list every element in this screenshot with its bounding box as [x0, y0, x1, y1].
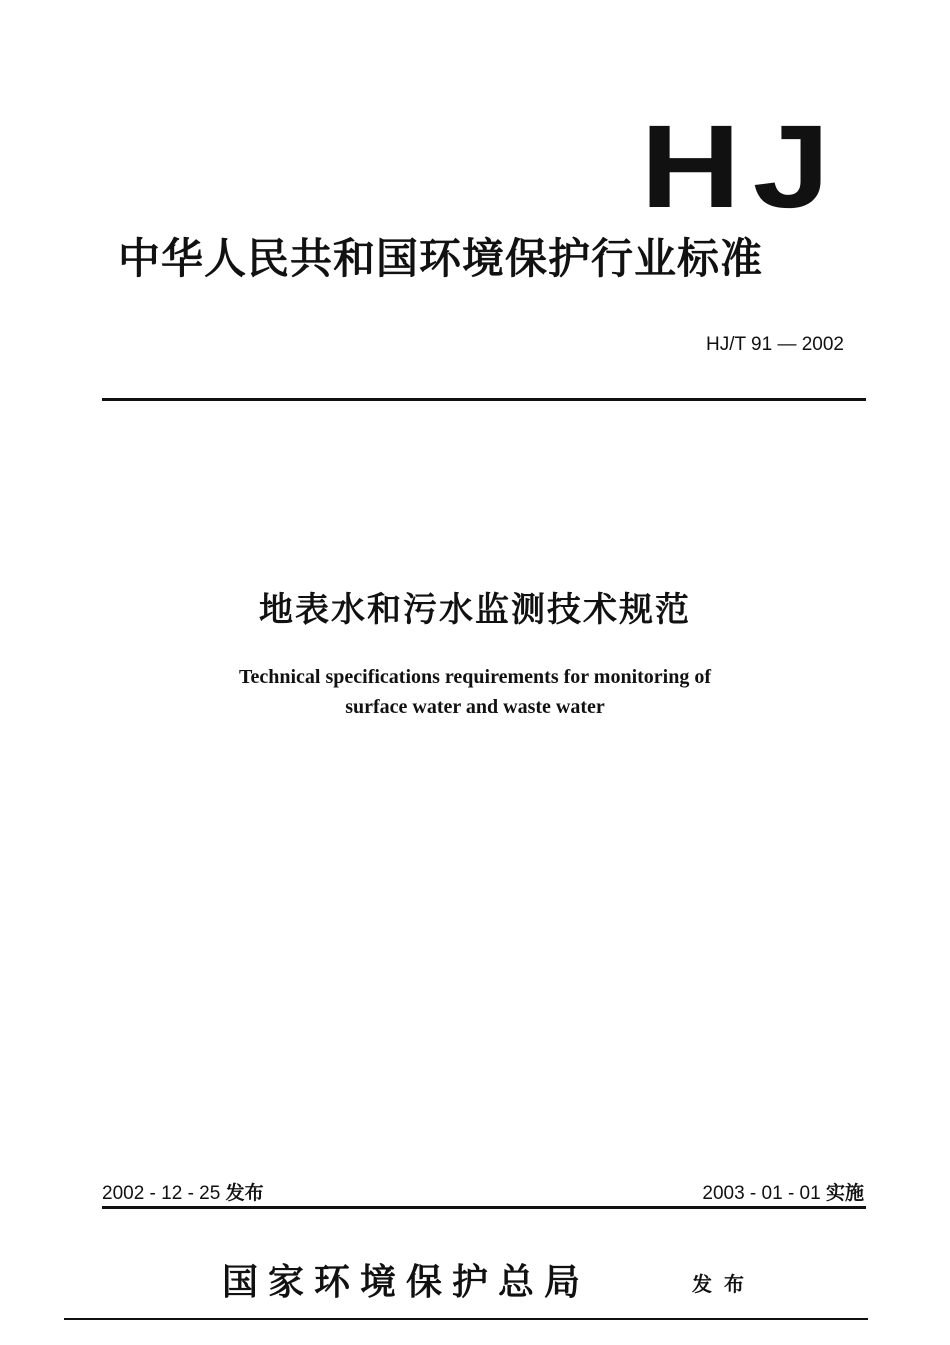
document-title-cn: 地表水和污水监测技术规范 [259, 590, 691, 630]
agency-issue-label: 发布 [692, 1272, 756, 1296]
standard-number: HJ/T 91 — 2002 [705, 334, 844, 355]
document-title-en-line2: surface water and waste water [345, 696, 605, 718]
document-title-en-line1: Technical specifications requirements for monitoring of [238, 666, 711, 688]
issue-date-block [102, 1178, 264, 1205]
standard-category-title: 中华人民共和国环境保护行业标准 [118, 234, 764, 283]
issue-label: 发布 [225, 1182, 264, 1204]
implement-date: 2003 - 01 - 01 [702, 1183, 821, 1204]
implement-label: 实施 [825, 1182, 864, 1204]
document-title-en [0, 662, 950, 722]
issue-date: 2002 - 12 - 25 [102, 1183, 221, 1204]
middle-divider [102, 1206, 866, 1209]
issuing-agency: 国家环境保护总局 [222, 1261, 591, 1303]
bottom-divider [64, 1318, 868, 1320]
top-divider [102, 398, 866, 401]
hj-logo: HJ [640, 101, 842, 233]
implement-date-block [702, 1178, 864, 1205]
